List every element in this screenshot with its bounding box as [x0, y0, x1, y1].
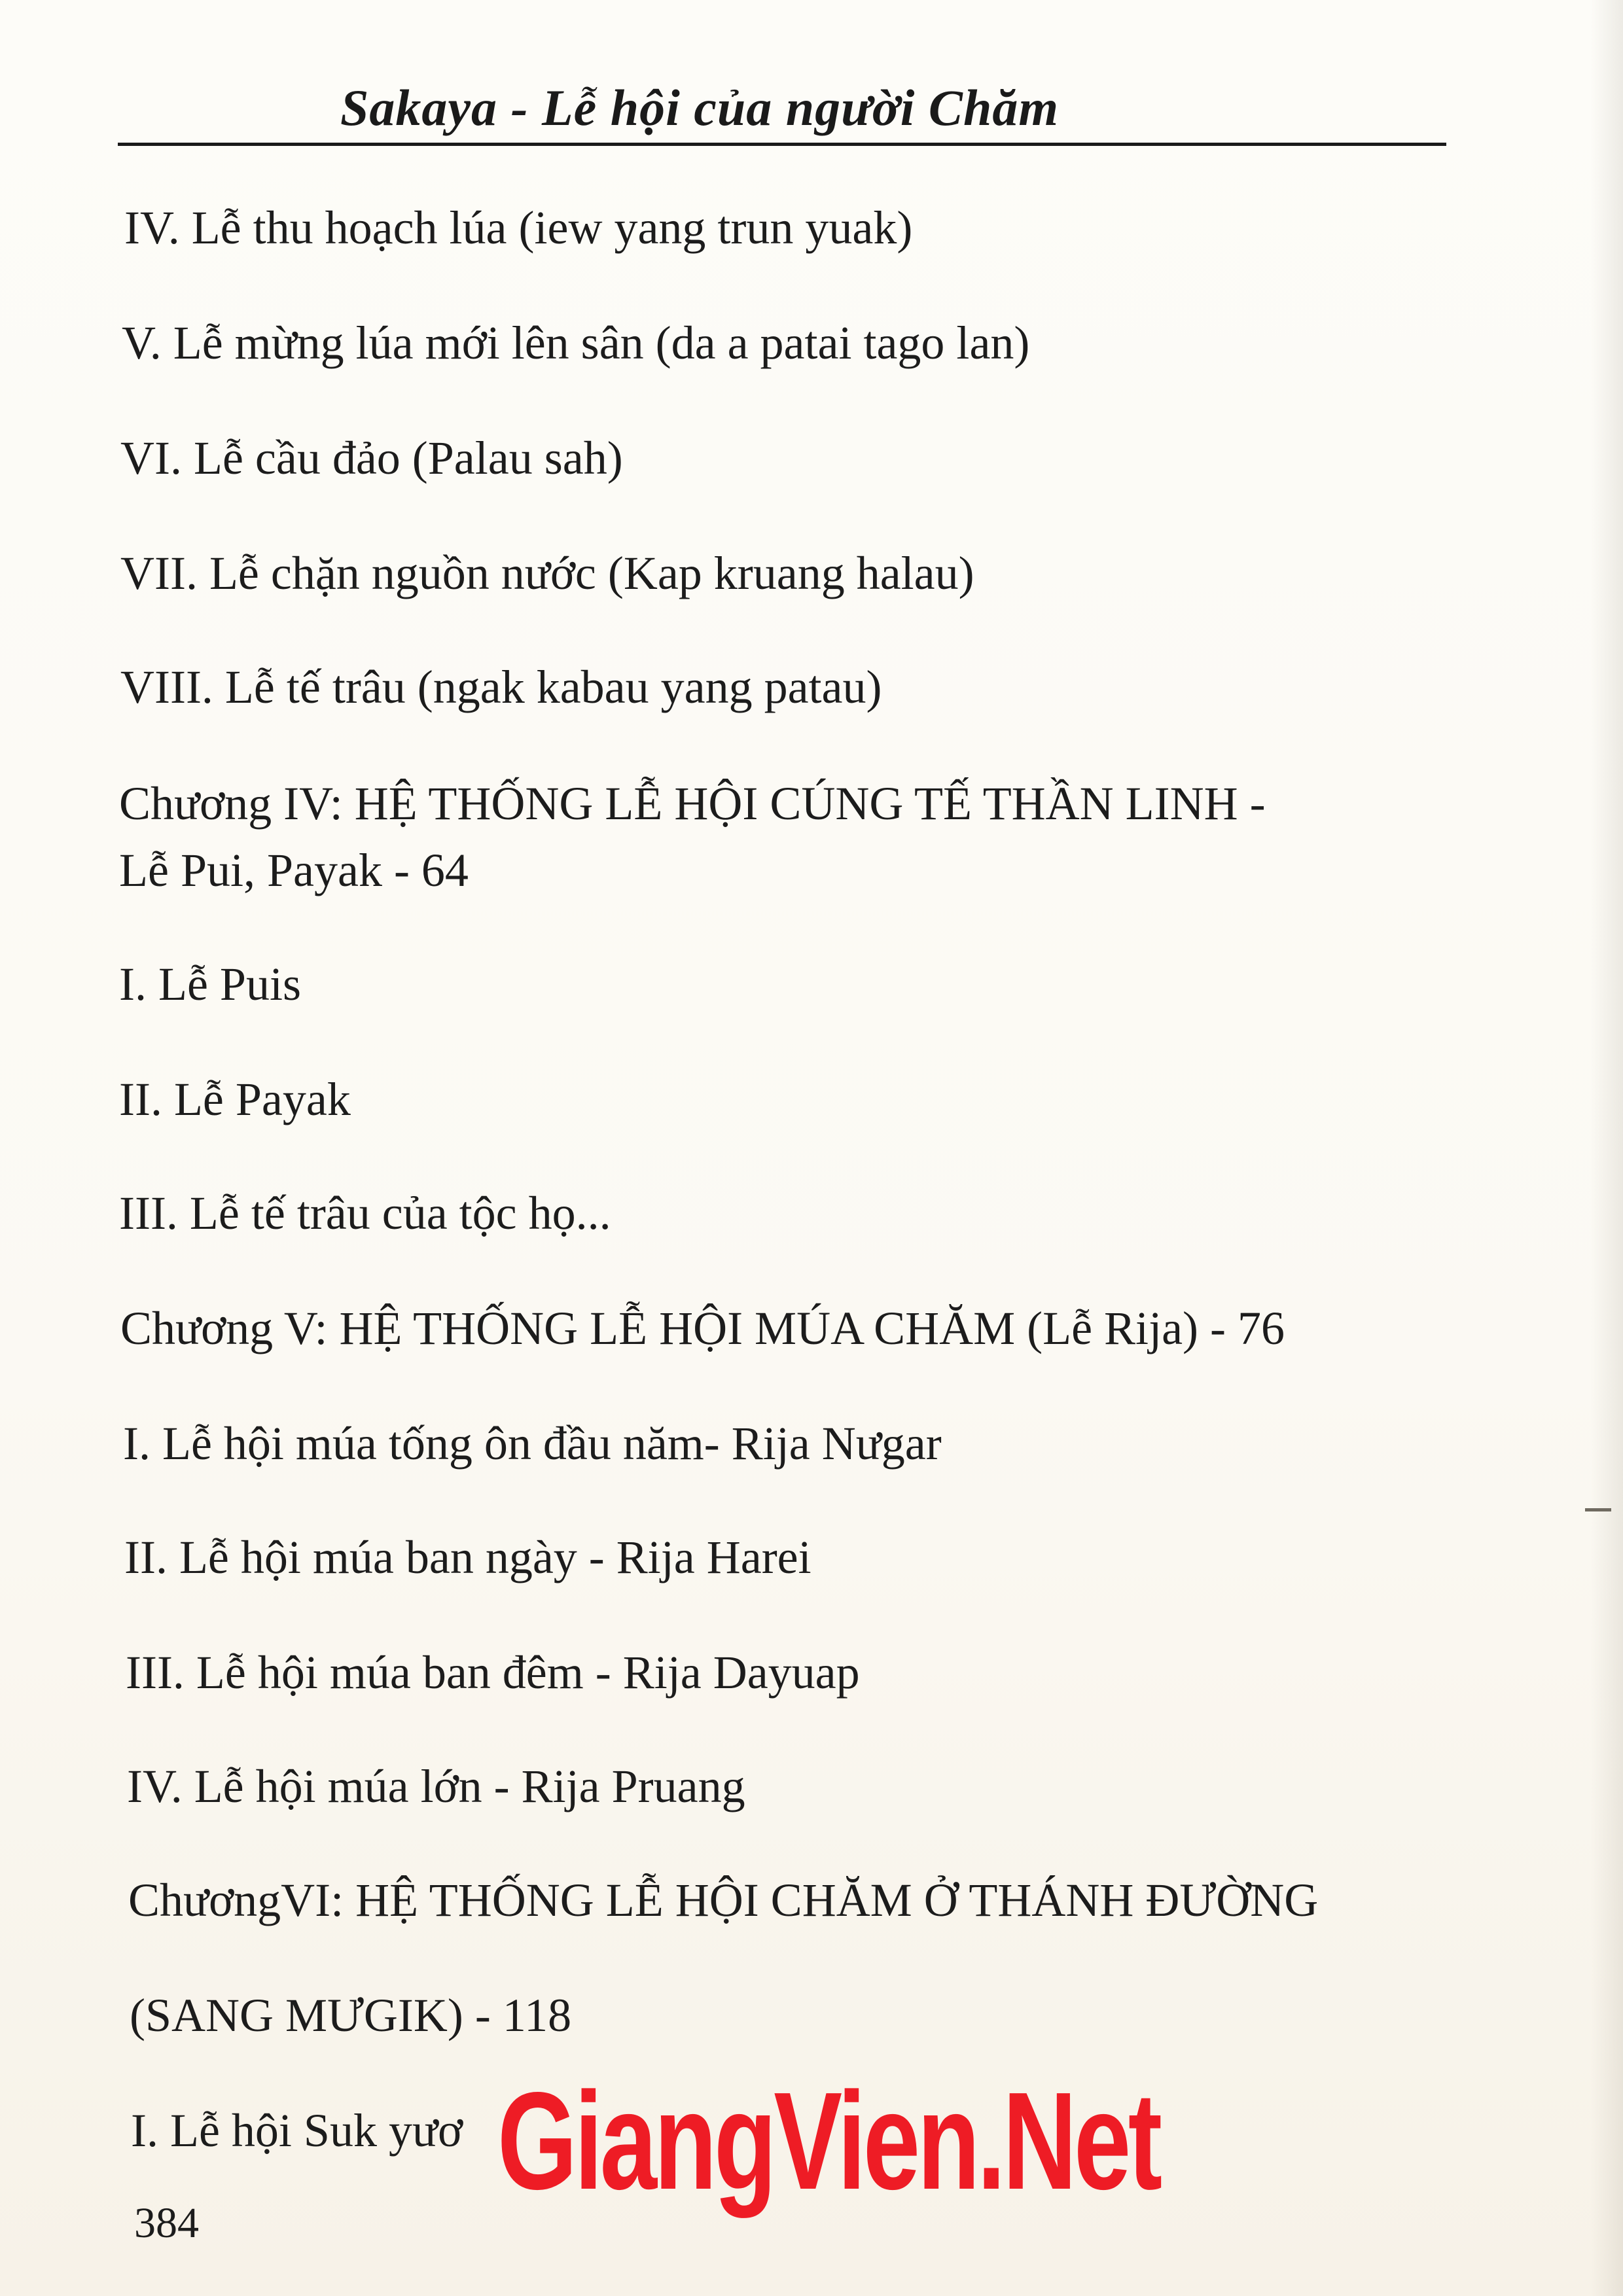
toc-entry: VIII. Lễ tế trâu (ngak kabau yang patau): [120, 661, 882, 713]
toc-entry: III. Lễ tế trâu của tộc họ...: [119, 1187, 611, 1239]
page-number: 384: [134, 2199, 199, 2247]
toc-entry: II. Lễ Payak: [119, 1073, 351, 1125]
page-edge-shadow: [1590, 0, 1623, 2296]
toc-chapter-heading: (SANG MƯGIK) - 118: [130, 1989, 572, 2041]
toc-entry: I. Lễ hội Suk yươ: [131, 2104, 463, 2157]
header-rule: [118, 143, 1446, 146]
toc-entry: V. Lễ mừng lúa mới lên sân (da a patai tago lan): [122, 317, 1030, 369]
page-edge-mark: [1585, 1508, 1611, 1511]
toc-entry: VII. Lễ chặn nguồn nước (Kap kruang halau): [120, 547, 974, 599]
toc-entry: III. Lễ hội múa ban đêm - Rija Dayuap: [126, 1646, 860, 1699]
toc-entry: I. Lễ hội múa tống ôn đầu năm- Rija Nưgar: [123, 1417, 942, 1470]
toc-chapter-heading: Chương V: HỆ THỐNG LỄ HỘI MÚA CHĂM (Lễ Rija) - 76: [120, 1302, 1285, 1354]
toc-entry: IV. Lễ hội múa lớn - Rija Pruang: [127, 1760, 745, 1812]
toc-chapter-heading: Chương IV: HỆ THỐNG LỄ HỘI CÚNG TẾ THẦN LINH -: [119, 777, 1266, 830]
running-header: [118, 65, 1446, 150]
toc-chapter-heading: ChươngVI: HỆ THỐNG LỄ HỘI CHĂM Ở THÁNH ĐƯỜNG: [128, 1874, 1319, 1926]
toc-entry: II. Lễ hội múa ban ngày - Rija Harei: [124, 1531, 812, 1583]
header-title: Sakaya - Lễ hội của người Chăm: [340, 79, 1060, 136]
toc-chapter-heading: Lễ Pui, Payak - 64: [119, 844, 469, 896]
toc-entry: VI. Lễ cầu đảo (Palau sah): [120, 432, 623, 484]
toc-entry: I. Lễ Puis: [119, 958, 301, 1010]
toc-entry: IV. Lễ thu hoạch lúa (iew yang trun yuak): [124, 202, 913, 254]
site-watermark: GiangVien.Net: [497, 2063, 1160, 2218]
